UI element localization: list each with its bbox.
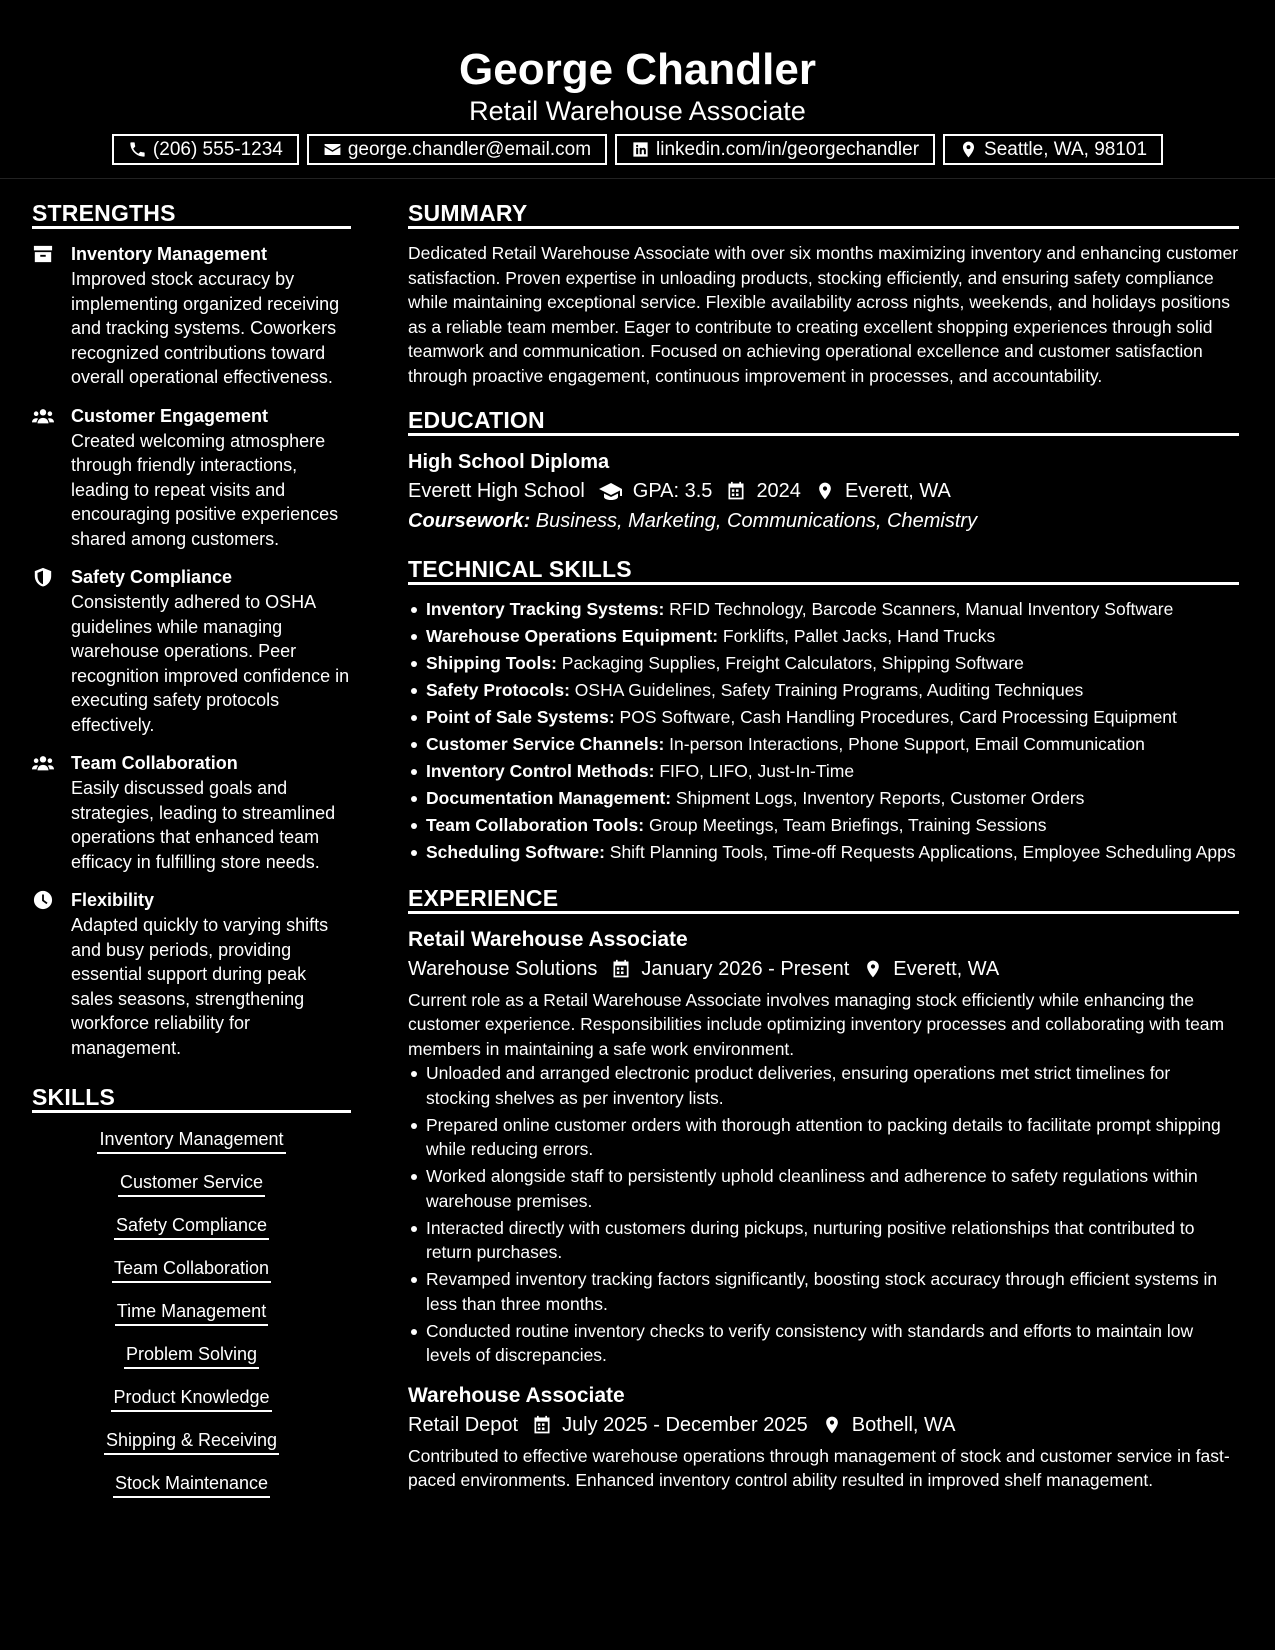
job-title: Retail Warehouse Associate (408, 927, 688, 951)
map-pin-icon (822, 1415, 842, 1435)
job-meta (408, 1410, 1239, 1440)
contact-location-text: Seattle, WA, 98101 (984, 138, 1148, 160)
calendar-icon (532, 1415, 552, 1435)
strength-item (32, 241, 351, 390)
envelope-icon (323, 140, 342, 159)
candidate-title: Retail Warehouse Associate (469, 96, 806, 126)
strength-item (32, 564, 351, 737)
list-item: Safety Protocols: OSHA Guidelines, Safety Training Programs, Auditing Techniques (408, 678, 1239, 703)
list-item: Conducted routine inventory checks to verify consistency with standards and efforts to maintain low levels of discrepancies. (408, 1319, 1239, 1368)
job-description: Contributed to effective warehouse operations through management of stock and customer service in fast-paced environments. Enhanced inventory control ability resulted in improved shelf management. (408, 1445, 1230, 1490)
contact-linkedin[interactable] (615, 134, 935, 165)
strength-name: Safety Compliance (71, 567, 233, 587)
education-meta (408, 476, 1239, 506)
strength-desc: Adapted quickly to varying shifts and busy periods, providing essential support during peak sales seasons, strengthening workforce reliability for management. (71, 915, 329, 1058)
job-meta (408, 954, 1239, 984)
summary-heading: SUMMARY (408, 198, 1239, 229)
list-item: Inventory Tracking Systems: RFID Technology, Barcode Scanners, Manual Inventory Software (408, 597, 1239, 622)
shield-icon (32, 567, 54, 587)
box-icon (32, 244, 54, 264)
map-pin-icon (815, 481, 835, 501)
job-company: Retail Depot (408, 1413, 519, 1436)
education-degree: High School Diploma (408, 451, 610, 473)
skill-item: Inventory Management (32, 1127, 351, 1154)
contact-linkedin-text: linkedin.com/in/georgechandler (656, 138, 920, 160)
linkedin-icon (631, 140, 650, 159)
left-column (32, 198, 351, 1514)
skill-item: Shipping & Receiving (32, 1428, 351, 1455)
strength-name: Customer Engagement (71, 405, 269, 426)
strength-desc: Easily discussed goals and strategies, leading to streamlined operations that enhanced team efficacy in fulfilling store needs. (71, 778, 336, 872)
strength-desc: Improved stock accuracy by implementing organized receiving and tracking systems. Coworkers recognized contributions toward overall operational effectiveness. (71, 269, 340, 387)
list-item: Unloaded and arranged electronic product deliveries, ensuring operations met strict timelines for stocking shelves as per inventory lists. (408, 1061, 1239, 1110)
phone-icon (128, 140, 147, 159)
job-location: Everett, WA (893, 957, 1000, 980)
job-bullets (408, 1061, 1239, 1368)
list-item: Customer Service Channels: In-person Interactions, Phone Support, Email Communication (408, 732, 1239, 757)
education-school: Everett High School (408, 480, 585, 502)
contact-phone-text: (206) 555-1234 (152, 138, 283, 160)
strength-item (32, 750, 351, 874)
education-coursework (408, 506, 1239, 536)
list-item: Point of Sale Systems: POS Software, Cash Handling Procedures, Card Processing Equipment (408, 705, 1239, 730)
coursework-list: Business, Marketing, Communications, Chemistry (530, 510, 978, 532)
summary-text: Dedicated Retail Warehouse Associate with over six months maximizing inventory and enhancing customer satisfaction. Proven expertise in unloading products, stocking efficiently, and ensuring safety compliance while maintaining exceptional service. Flexible availability across nights, weekends, and holidays positions as a reliable team member. Eager to contribute to creating excellent shopping experiences through solid teamwork and communication. Focused on achieving operational excellence and customer satisfaction through proactive engagement, continuous improvement in processes, and accountability. (408, 243, 1239, 386)
list-item: Team Collaboration Tools: Group Meetings, Team Briefings, Training Sessions (408, 813, 1239, 838)
map-pin-icon (863, 959, 883, 979)
graduation-cap-icon (599, 481, 623, 501)
contact-phone[interactable] (112, 134, 299, 165)
list-item: Revamped inventory tracking factors significantly, boosting stock accuracy through efficient systems in less than three months. (408, 1267, 1239, 1316)
right-column (408, 198, 1239, 1507)
contact-location[interactable] (943, 134, 1163, 165)
calendar-icon (726, 481, 746, 501)
education-location: Everett, WA (844, 480, 951, 502)
list-item: Interacted directly with customers during pickups, nurturing positive relationships that contributed to return purchases. (408, 1216, 1239, 1265)
strength-desc: Consistently adhered to OSHA guidelines while managing warehouse operations. Peer recognition improved confidence in executing safety protocols effectively. (71, 592, 350, 735)
resume-header (0, 0, 1275, 179)
users-icon (32, 406, 54, 426)
contact-email[interactable] (307, 134, 607, 165)
strength-name: Inventory Management (71, 244, 268, 264)
job-company: Warehouse Solutions (408, 957, 598, 980)
job-entry (408, 1382, 1239, 1493)
skill-item: Stock Maintenance (32, 1471, 351, 1498)
list-item: Prepared online customer orders with thorough attention to packing details to facilitate prompt shipping while reducing errors. (408, 1113, 1239, 1162)
candidate-name: George Chandler (459, 45, 816, 94)
job-dates: July 2025 - December 2025 (562, 1413, 808, 1436)
job-description: Current role as a Retail Warehouse Associate involves managing stock efficiently while enhancing the customer experience. Responsibilities include optimizing inventory processes and collaborating with team members in maintaining a safe work environment. (408, 989, 1225, 1059)
skills-list (32, 1127, 351, 1498)
coursework-label: Coursework: (408, 510, 531, 532)
job-title: Warehouse Associate (408, 1383, 625, 1407)
strength-name: Team Collaboration (71, 753, 238, 773)
strength-item (32, 887, 351, 1060)
strengths-heading: STRENGTHS (32, 198, 351, 229)
skill-item: Customer Service (32, 1170, 351, 1197)
job-entry (408, 926, 1239, 1368)
skill-item: Safety Compliance (32, 1213, 351, 1240)
strength-name: Flexibility (71, 890, 155, 910)
strength-item (32, 403, 351, 552)
contact-email-text: george.chandler@email.com (347, 138, 592, 160)
list-item: Documentation Management: Shipment Logs, Inventory Reports, Customer Orders (408, 786, 1239, 811)
contact-bar (0, 134, 1275, 165)
technical-skills-list (408, 597, 1239, 865)
strength-desc: Created welcoming atmosphere through friendly interactions, leading to repeat visits and encouraging positive experiences shared among customers. (71, 430, 339, 549)
education-heading: EDUCATION (408, 405, 1239, 436)
clock-icon (32, 890, 54, 910)
calendar-icon (611, 959, 631, 979)
list-item: Scheduling Software: Shift Planning Tools, Time-off Requests Applications, Employee Scheduling Apps (408, 840, 1239, 865)
skills-heading: SKILLS (32, 1082, 351, 1113)
users-icon (32, 753, 54, 773)
skill-item: Product Knowledge (32, 1385, 351, 1412)
skill-item: Team Collaboration (32, 1256, 351, 1283)
job-location: Bothell, WA (851, 1413, 956, 1436)
list-item: Inventory Control Methods: FIFO, LIFO, Just-In-Time (408, 759, 1239, 784)
technical-skills-heading: TECHNICAL SKILLS (408, 554, 1239, 585)
map-pin-icon (959, 140, 978, 159)
job-dates: January 2026 - Present (641, 957, 850, 980)
list-item: Warehouse Operations Equipment: Forklifts, Pallet Jacks, Hand Trucks (408, 624, 1239, 649)
list-item: Worked alongside staff to persistently uphold cleanliness and adherence to safety regulations within warehouse premises. (408, 1164, 1239, 1213)
education-year: 2024 (756, 480, 801, 502)
experience-heading: EXPERIENCE (408, 883, 1239, 914)
list-item: Shipping Tools: Packaging Supplies, Freight Calculators, Shipping Software (408, 651, 1239, 676)
skill-item: Problem Solving (32, 1342, 351, 1369)
skill-item: Time Management (32, 1299, 351, 1326)
education-gpa: GPA: 3.5 (632, 480, 713, 502)
